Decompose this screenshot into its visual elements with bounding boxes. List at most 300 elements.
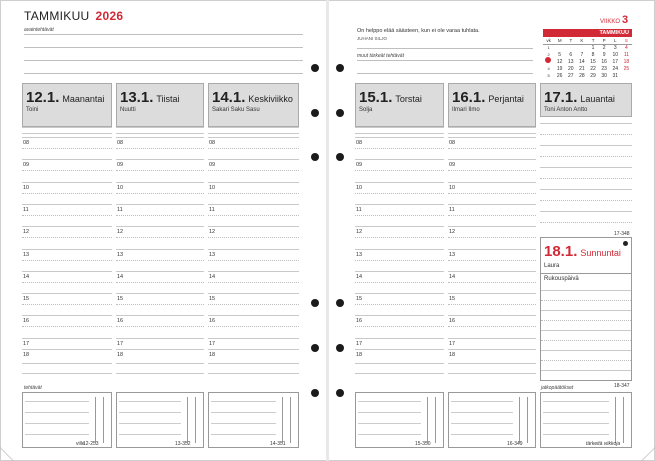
line	[208, 127, 299, 128]
sunday-date-num: 18.1.	[544, 243, 578, 260]
half-hour-line	[116, 193, 204, 194]
line	[540, 156, 632, 157]
hour-label: 18	[117, 351, 124, 358]
sunday-note: Rukouspäivä	[544, 276, 579, 282]
day-date-num: 15.1.	[359, 89, 393, 106]
half-hour-line	[22, 215, 112, 216]
calendar-day: 12	[556, 58, 563, 65]
note-line	[211, 423, 276, 424]
note-line	[119, 434, 181, 435]
hour-line	[448, 182, 536, 183]
checkbox-column	[615, 397, 616, 443]
hour-line	[355, 137, 444, 138]
half-hour-line	[116, 148, 204, 149]
hour-label: 09	[356, 162, 363, 169]
calendar-day: 26	[556, 72, 563, 79]
hour-label: 08	[117, 140, 124, 146]
line	[355, 127, 444, 128]
calendar-day: 20	[568, 65, 574, 72]
line	[541, 350, 631, 351]
calendar-day: 10	[612, 51, 619, 58]
week-number: 3	[622, 14, 629, 26]
calendar-day: 4	[625, 44, 628, 51]
hour-line	[208, 226, 299, 227]
line	[540, 145, 632, 146]
hour-label: 14	[117, 273, 124, 280]
hour-label: 13	[209, 251, 216, 258]
day-name: Lauantai	[580, 94, 615, 104]
line	[541, 290, 631, 291]
half-hour-line	[208, 304, 299, 305]
calendar-day: 22	[590, 65, 596, 72]
half-hour-line	[22, 326, 112, 327]
calendar-week-num: 1	[547, 45, 550, 51]
checkbox-column	[527, 397, 528, 443]
hour-label: 18	[356, 351, 363, 358]
day-names: Ilmari Ilmo	[452, 107, 480, 113]
binder-hole	[336, 299, 344, 307]
binder-hole	[336, 64, 344, 72]
sunday-header	[541, 238, 631, 274]
hour-label: 12	[117, 229, 124, 236]
hour-label: 15	[209, 296, 216, 303]
note-line	[451, 412, 513, 413]
half-hour-line	[116, 326, 204, 327]
hour-line	[355, 338, 444, 339]
hour-line	[208, 137, 299, 138]
line	[541, 340, 631, 341]
half-hour-line	[355, 304, 444, 305]
line	[116, 133, 204, 134]
quote-text: On helppo elää säästeen, kun ei ole varaa tuhlata.	[357, 28, 480, 34]
hour-label: 13	[356, 251, 363, 258]
line	[208, 373, 299, 374]
hour-label: 09	[23, 162, 30, 169]
hour-label: 09	[449, 162, 456, 169]
hour-label: 17	[356, 340, 363, 347]
hour-label: 13	[449, 251, 456, 258]
goal-line-2	[24, 47, 303, 48]
day-name: Maanantai	[62, 94, 105, 104]
binder-hole	[311, 389, 319, 397]
day-foot: 13-352	[175, 441, 191, 447]
line	[541, 370, 631, 371]
hour-label: 18	[209, 351, 216, 358]
calendar-day: 13	[568, 58, 574, 65]
calendar-row	[543, 72, 632, 79]
day-date	[544, 89, 615, 106]
hour-label: 15	[23, 296, 30, 303]
calendar-day: 27	[568, 72, 574, 79]
other-tasks-label: muut tärkeät tehtävät	[357, 53, 404, 59]
day-names: Sakari Saku Sasu	[212, 107, 260, 113]
week-indicator	[600, 14, 628, 26]
line	[540, 167, 632, 168]
half-hour-line	[355, 282, 444, 283]
hour-line	[116, 271, 204, 272]
hour-label: 10	[23, 184, 30, 191]
current-week-marker	[545, 57, 551, 63]
line	[540, 189, 632, 190]
half-hour-line	[22, 148, 112, 149]
calendar-week-num: 4	[547, 66, 550, 71]
calendar-day: 23	[601, 65, 607, 72]
line	[208, 363, 299, 364]
day-column	[22, 127, 112, 381]
binder-hole	[336, 153, 344, 161]
goal-line-3	[24, 60, 303, 61]
half-hour-line	[22, 170, 112, 171]
binder-hole	[311, 344, 319, 352]
day-notes-box	[448, 392, 536, 448]
line	[448, 127, 536, 128]
hour-label: 10	[356, 184, 363, 191]
line	[22, 363, 112, 364]
line	[541, 300, 631, 301]
checkbox-column	[187, 397, 188, 443]
calendar-day: 31	[612, 72, 619, 79]
day-date-num: 12.1.	[26, 89, 60, 106]
calendar-day: 3	[613, 44, 617, 51]
line	[448, 373, 536, 374]
hour-line	[355, 315, 444, 316]
hour-label: 15	[449, 296, 456, 303]
binder-hole	[336, 389, 344, 397]
line	[355, 133, 444, 134]
hour-label: 14	[356, 273, 363, 280]
hour-line	[448, 349, 536, 350]
hour-line	[208, 293, 299, 294]
day-notes-box	[116, 392, 204, 448]
hour-label: 18	[23, 351, 30, 358]
hour-line	[116, 338, 204, 339]
checkbox-column	[282, 397, 283, 443]
hour-label: 16	[356, 318, 363, 325]
day-header	[116, 83, 204, 127]
half-hour-line	[208, 260, 299, 261]
day-foot: 14-351	[270, 441, 286, 447]
note-line	[211, 401, 276, 402]
day-foot: 16-349	[507, 441, 523, 447]
note-line	[25, 423, 89, 424]
hour-label: 11	[356, 206, 362, 213]
calendar-day: 5	[558, 51, 562, 58]
hour-line	[208, 315, 299, 316]
half-hour-line	[448, 170, 536, 171]
hour-line	[355, 226, 444, 227]
binding-gutter	[326, 0, 329, 461]
week-goals-label: avaintehtävät	[24, 27, 54, 33]
calendar-day: 14	[579, 58, 585, 65]
note-line	[211, 434, 276, 435]
year: 2026	[95, 9, 124, 23]
calendar-day: 28	[579, 72, 585, 79]
half-hour-line	[22, 304, 112, 305]
half-hour-line	[448, 304, 536, 305]
hour-line	[208, 338, 299, 339]
note-line	[119, 423, 181, 424]
day-date	[26, 89, 104, 106]
saturday-foot: 17-348	[614, 231, 630, 237]
binder-hole	[311, 64, 319, 72]
calendar-row	[543, 51, 632, 58]
calendar-day: 16	[601, 58, 607, 65]
hour-label: 08	[209, 140, 216, 146]
binder-hole	[336, 344, 344, 352]
day-header	[355, 83, 444, 127]
note-line	[25, 434, 89, 435]
checkbox-column	[519, 397, 520, 443]
hour-label: 17	[449, 340, 456, 347]
half-hour-line	[116, 170, 204, 171]
hour-label: 16	[23, 318, 30, 325]
line	[540, 200, 632, 201]
day-foot: 15-350	[415, 441, 431, 447]
calendar-row	[543, 44, 632, 51]
sunday-names: Laura	[544, 263, 560, 269]
half-hour-line	[448, 215, 536, 216]
note-line	[451, 401, 513, 402]
half-hour-line	[355, 148, 444, 149]
hour-line	[448, 226, 536, 227]
hour-line	[22, 293, 112, 294]
half-hour-line	[116, 215, 204, 216]
hour-label: 10	[449, 184, 456, 191]
line	[116, 363, 204, 364]
calendar-day: 6	[569, 51, 573, 58]
hour-line	[22, 315, 112, 316]
calendar-day: 24	[612, 65, 619, 72]
half-hour-line	[208, 237, 299, 238]
day-column	[116, 127, 204, 381]
hour-line	[448, 249, 536, 250]
calendar-day: 2	[602, 44, 606, 51]
hour-label: 10	[209, 184, 216, 191]
half-hour-line	[448, 282, 536, 283]
line	[540, 123, 632, 124]
note-line	[543, 412, 609, 413]
note-line	[543, 401, 609, 402]
hour-line	[116, 315, 204, 316]
half-hour-line	[355, 260, 444, 261]
half-hour-line	[22, 282, 112, 283]
day-names: Nuutti	[120, 107, 136, 113]
half-hour-line	[208, 215, 299, 216]
checkbox-column	[290, 397, 291, 443]
line	[448, 363, 536, 364]
hour-line	[116, 293, 204, 294]
day-column	[208, 127, 299, 381]
sunday-name: Sunnuntai	[580, 248, 621, 258]
calendar-weekday: P	[599, 37, 610, 44]
calendar-day: 21	[579, 65, 585, 72]
hour-label: 17	[117, 340, 124, 347]
day-notes-box	[22, 392, 112, 448]
hour-label: 12	[209, 229, 216, 236]
half-hour-line	[116, 260, 204, 261]
note-line	[25, 412, 89, 413]
calendar-day: 25	[623, 65, 630, 72]
half-hour-line	[355, 237, 444, 238]
month-name: TAMMIKUU	[24, 9, 90, 23]
half-hour-line	[448, 326, 536, 327]
day-date-num: 13.1.	[120, 89, 154, 106]
day-date	[452, 89, 524, 106]
hour-line	[355, 271, 444, 272]
calendar-row	[543, 65, 632, 72]
calendar-day: 7	[580, 51, 584, 58]
half-hour-line	[448, 148, 536, 149]
note-line	[211, 412, 276, 413]
mini-calendar	[543, 29, 632, 79]
hour-label: 11	[117, 206, 123, 213]
mini-calendar-table	[543, 37, 632, 79]
hour-line	[22, 226, 112, 227]
goal-line-4	[24, 73, 303, 74]
half-hour-line	[116, 304, 204, 305]
day-name: Keskiviikko	[248, 94, 293, 104]
day-foot: 12-253	[83, 441, 99, 447]
hour-label: 09	[209, 162, 216, 169]
hour-line	[116, 137, 204, 138]
calendar-weekday: S	[621, 37, 632, 44]
calendar-week-num: 5	[547, 73, 550, 78]
calendar-day	[576, 44, 587, 51]
half-hour-line	[208, 326, 299, 327]
note-line	[25, 401, 89, 402]
half-hour-line	[116, 282, 204, 283]
day-names: Solja	[359, 107, 373, 113]
checkbox-column	[427, 397, 428, 443]
hour-line	[355, 293, 444, 294]
line	[540, 178, 632, 179]
hour-line	[116, 182, 204, 183]
binder-hole	[336, 109, 344, 117]
hour-line	[355, 249, 444, 250]
note-line	[358, 423, 421, 424]
hour-line	[355, 159, 444, 160]
hour-line	[22, 182, 112, 183]
hour-label: 14	[209, 273, 216, 280]
line	[540, 211, 632, 212]
hour-line	[355, 349, 444, 350]
day-name: Perjantai	[488, 94, 524, 104]
calendar-weekday: T	[565, 37, 576, 44]
calendar-day: 8	[591, 51, 595, 58]
note-line	[543, 423, 609, 424]
line	[541, 330, 631, 331]
hour-line	[116, 159, 204, 160]
calendar-weekday: L	[610, 37, 621, 44]
calendar-day	[621, 72, 632, 79]
day-header	[540, 83, 632, 117]
checkbox-column	[195, 397, 196, 443]
half-hour-line	[448, 193, 536, 194]
calendar-day: 15	[590, 58, 596, 65]
hour-line	[448, 338, 536, 339]
hour-label: 18	[449, 351, 456, 358]
line	[540, 222, 632, 223]
hour-line	[116, 349, 204, 350]
goal-line-1	[24, 34, 303, 35]
other-line-3	[357, 73, 533, 74]
day-date	[359, 89, 422, 106]
next-week-notes-box	[540, 392, 632, 448]
hour-line	[208, 182, 299, 183]
line	[22, 133, 112, 134]
day-notes-box	[355, 392, 444, 448]
line	[541, 310, 631, 311]
calendar-day: 9	[602, 51, 606, 58]
day-date	[212, 89, 293, 106]
hour-label: 13	[117, 251, 124, 258]
half-hour-line	[22, 193, 112, 194]
half-hour-line	[355, 170, 444, 171]
hour-line	[116, 204, 204, 205]
month-title	[24, 9, 123, 23]
half-hour-line	[355, 215, 444, 216]
mini-calendar-title: TAMMIKUU	[543, 29, 632, 37]
half-hour-line	[355, 193, 444, 194]
hour-label: 16	[209, 318, 216, 325]
hour-line	[22, 271, 112, 272]
day-column	[355, 127, 444, 381]
sunday-box	[540, 237, 632, 381]
day-date-num: 14.1.	[212, 89, 246, 106]
calendar-weekday: T	[588, 37, 599, 44]
sunday-foot: 18-347	[614, 383, 630, 389]
note-line	[119, 401, 181, 402]
hour-line	[448, 293, 536, 294]
hour-line	[22, 137, 112, 138]
note-line	[119, 412, 181, 413]
hour-line	[22, 349, 112, 350]
checkbox-column	[103, 397, 104, 443]
day-date	[120, 89, 180, 106]
checkbox-column	[435, 397, 436, 443]
important-weeks-label: tärkeitä viikkoja	[586, 441, 621, 447]
line	[116, 373, 204, 374]
day-names: Toni Anton Antto	[544, 107, 588, 113]
day-name: Tiistai	[156, 94, 180, 104]
note-line	[543, 434, 609, 435]
day-notes-box	[208, 392, 299, 448]
hour-line	[208, 349, 299, 350]
calendar-day: 19	[556, 65, 563, 72]
other-line-1	[357, 48, 533, 49]
tasks-label: tehtävät	[24, 385, 42, 391]
line	[116, 127, 204, 128]
hour-line	[448, 159, 536, 160]
line	[208, 133, 299, 134]
half-hour-line	[22, 260, 112, 261]
hour-label: 16	[449, 318, 456, 325]
hour-label: 11	[209, 206, 215, 213]
hour-label: 11	[23, 206, 29, 213]
hour-line	[116, 249, 204, 250]
note-line	[358, 401, 421, 402]
quote-author: JUHANI SILJO	[357, 36, 388, 41]
hour-label: 12	[356, 229, 363, 236]
calendar-weekday: K	[576, 37, 587, 44]
hour-line	[355, 204, 444, 205]
hour-line	[448, 137, 536, 138]
hour-line	[355, 182, 444, 183]
day-header	[22, 83, 112, 127]
day-date-num: 17.1.	[544, 89, 578, 106]
hour-line	[448, 204, 536, 205]
hour-line	[208, 204, 299, 205]
